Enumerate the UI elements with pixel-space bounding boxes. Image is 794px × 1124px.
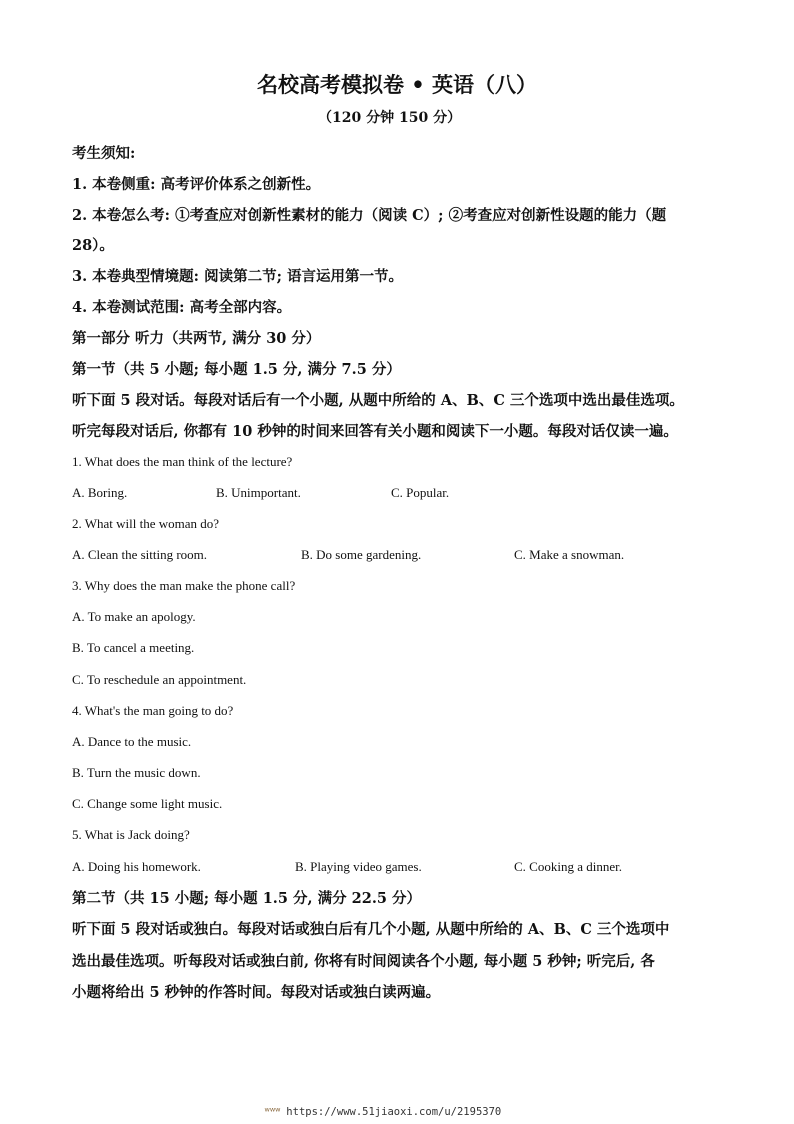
q2-option-c: C. Make a snowman. [514, 547, 625, 562]
page-title: 名校高考模拟卷 • 英语（八） [257, 72, 538, 97]
notice-item-3: 3. 本卷典型情境题: 阅读第二节; 语言运用第一节。 [72, 268, 403, 285]
q3-option-c: C. To reschedule an appointment. [72, 672, 247, 687]
q5-option-b: B. Playing video games. [295, 859, 422, 874]
section2-instruction-1: 听下面 5 段对话或独白。每段对话或独白后有几个小题, 从题中所给的 A、B、C 三个选项中 [72, 921, 670, 938]
footer-url[interactable]: https://www.51jiaoxi.com/u/2195370 [286, 1106, 502, 1118]
section2-heading: 第二节（共 15 小题; 每小题 1.5 分, 满分 22.5 分） [72, 890, 422, 907]
q4-option-b: B. Turn the music down. [72, 765, 201, 780]
section2-instruction-3: 小题将给出 5 秒钟的作答时间。每段对话或独白读两遍。 [72, 984, 441, 1001]
q1-option-b: B. Unimportant. [216, 485, 301, 500]
watermark-logo: ʷʷʷ [264, 1106, 280, 1118]
q1-option-a: A. Boring. [72, 485, 128, 500]
notice-item-1: 1. 本卷侧重: 高考评价体系之创新性。 [72, 176, 321, 193]
section1-instruction-1: 听下面 5 段对话。每段对话后有一个小题, 从题中所给的 A、B、C 三个选项中选出最佳选项。 [72, 392, 684, 409]
question-5: 5. What is Jack doing? [72, 827, 190, 842]
notice-item-4: 4. 本卷测试范围: 高考全部内容。 [72, 299, 292, 316]
q4-option-c: C. Change some light music. [72, 796, 223, 811]
q2-option-b: B. Do some gardening. [301, 547, 422, 562]
part1-heading: 第一部分 听力（共两节, 满分 30 分） [72, 330, 321, 347]
q3-option-b: B. To cancel a meeting. [72, 640, 195, 655]
section1-instruction-2: 听完每段对话后, 你都有 10 秒钟的时间来回答有关小题和阅读下一小题。每段对话仅读一遍。 [72, 423, 678, 440]
exam-duration-score: （120 分钟 150 分） [318, 110, 462, 126]
q4-option-a: A. Dance to the music. [72, 734, 192, 749]
section2-instruction-2: 选出最佳选项。听每段对话或独白前, 你将有时间阅读各个小题, 每小题 5 秒钟; 听完后, 各 [72, 953, 655, 970]
question-3: 3. Why does the man make the phone call? [72, 578, 296, 593]
q2-option-a: A. Clean the sitting room. [72, 547, 208, 562]
question-1: 1. What does the man think of the lecture? [72, 454, 293, 469]
q5-option-c: C. Cooking a dinner. [514, 859, 622, 874]
q1-option-c: C. Popular. [391, 485, 450, 500]
notice-item-2: 2. 本卷怎么考: ①考查应对创新性素材的能力（阅读 C）; ②考查应对创新性设题的能力（题 [72, 207, 667, 224]
notice-item-2-cont: 28）。 [72, 237, 114, 254]
section1-heading: 第一节（共 5 小题; 每小题 1.5 分, 满分 7.5 分） [72, 361, 401, 378]
question-2: 2. What will the woman do? [72, 516, 220, 531]
q3-option-a: A. To make an apology. [72, 609, 196, 624]
footer [264, 1106, 501, 1118]
question-4: 4. What's the man going to do? [72, 703, 234, 718]
q5-option-a: A. Doing his homework. [72, 859, 201, 874]
notice-heading: 考生须知: [72, 145, 136, 162]
